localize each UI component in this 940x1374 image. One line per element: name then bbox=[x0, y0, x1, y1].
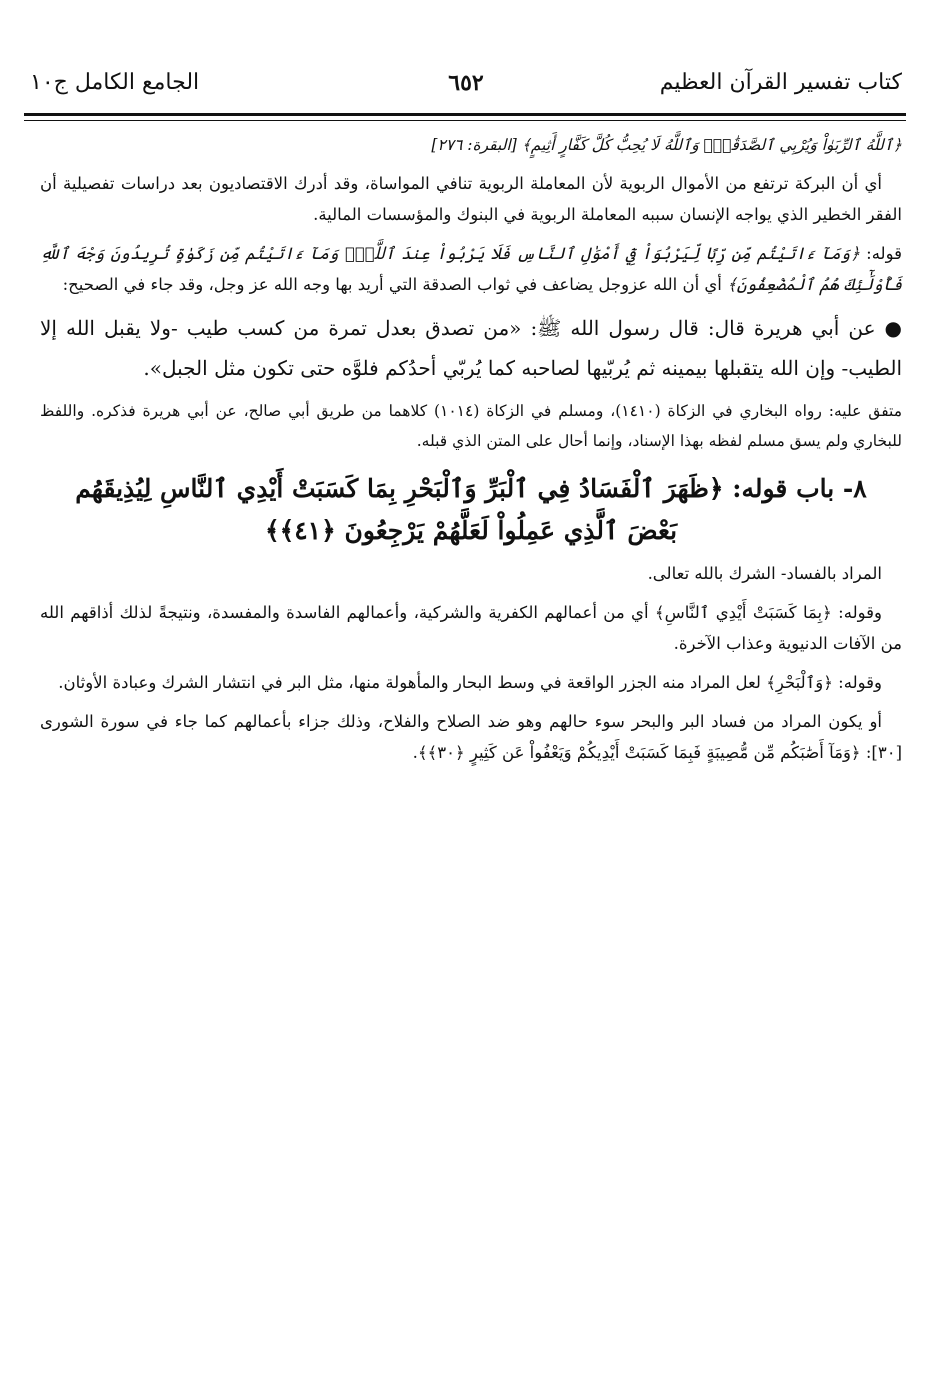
running-header bbox=[30, 70, 902, 110]
paragraph-meaning-of-corruption: المراد بالفساد- الشرك بالله تعالى. bbox=[647, 564, 882, 583]
chapter-heading: ٨- باب قوله: ﴿ظَهَرَ ٱلْفَسَادُ فِي ٱلْبَرِّ وَٱلْبَحْرِ بِمَا كَسَبَتْ أَيْدِي ٱلنَّاسِ لِيُذِيقَهُم بَعْضَ ٱلَّذِي عَمِلُواْ لَعَلَّهُمْ يَرْجِعُونَ ﴿٤١﴾﴾ bbox=[75, 474, 867, 545]
quote-commentary: أي أن الله عزوجل يضاعف في ثواب الصدقة التي أريد بها وجه الله عز وجل، وقد جاء في الصحيح: bbox=[62, 275, 728, 294]
verse-line: ﴿ٱللَّهُ ٱلرِّبَوٰاْ وَيُرْبِي ٱلصَّدَقَٰتِۗ وَٱللَّهُ لَا يُحِبُّ كُلَّ كَفَّارٍ أَثِيمٍ﴾ [البقرة: ٢٧٦] bbox=[431, 136, 902, 154]
paragraph-riba-explanation: أي أن البركة ترتفع من الأموال الربوية لأن المعاملة الربوية تنافي المواساة، وقد أدرك الاقتصاديون بعد دراسات تفصيلية أن الفقر الخطير الذي يواجه الإنسان سببه المعاملة الربوية في البنوك والمؤسسات المالية. bbox=[40, 174, 902, 224]
book-title: كتاب تفسير القرآن العظيم bbox=[659, 70, 902, 95]
paragraph-the-sea: وقوله: ﴿وَٱلْبَحْرِ﴾ لعل المراد منه الجزر الواقعة في وسط البحار والمأهولة منها، مثل البر في انتشار الشرك وعبادة الأوثان. bbox=[58, 673, 882, 692]
paragraph-earned-hands: وقوله: ﴿بِمَا كَسَبَتْ أَيْدِي ٱلنَّاسِ﴾ أي من أعمالهم الكفرية والشركية، وأعمالهم الفاسدة والمفسدة، ونتيجةً لذلك أذاقهم الله من الآفات الدنيوية وعذاب الآخرة. bbox=[40, 603, 902, 653]
page-number: ٦٥٢ bbox=[448, 70, 484, 96]
hadith-text: ● عن أبي هريرة قال: قال رسول الله ﷺ: «من تصدق بعدل تمرة من كسب طيب -ولا يقبل الله إلا الطيب- وإن الله يتقبلها بيمينه ثم يُربّيها لصاحبه كما يُربّي أحدُكم فلوَّه حتى تكون مثل الجبل». bbox=[40, 316, 902, 380]
paragraph-land-and-sea: أو يكون المراد من فساد البر والبحر سوء حالهم وهو ضد الصلاح والفلاح، وذلك جزاء بأعمالهم كما جاء في سورة الشورى [٣٠]: ﴿وَمَآ أَصَٰبَكُم مِّن مُّصِيبَةٍ فَبِمَا كَسَبَتْ أَيْدِيكُمْ وَيَعْفُواْ عَن كَثِيرٍ ﴿٣٠﴾﴾. bbox=[40, 712, 902, 762]
paragraph-quote-verse bbox=[40, 238, 902, 300]
quran-verse: ﴿وَمَآ ءَاتَيْتُم مِّن رِّبًا لِّيَرْبُوَاْ فِيٓ أَمْوَٰلِ ٱلنَّاسِ فَلَا يَرْبُواْ عِندَ ٱللَّهِۖ وَمَآ ءَاتَيْتُم مِّن زَكَوٰةٍ تُرِيدُونَ وَجْهَ ٱللَّهِ فَأُوْلَٰٓئِكَ هُمُ ٱلْمُضْعِفُونَ﴾ bbox=[40, 244, 902, 294]
quote-intro: قوله: bbox=[859, 244, 902, 263]
hadith-takhrij: متفق عليه: رواه البخاري في الزكاة (١٤١٠)، ومسلم في الزكاة (١٠١٤) كلاهما من طريق أبي صالح، عن أبي هريرة فذكره. واللفظ للبخاري ولم يسق مسلم لفظه بهذا الإسناد، وإنما أحال على المتن الذي قبله. bbox=[40, 402, 903, 450]
header-rule-thin bbox=[24, 120, 906, 121]
volume-label: الجامع الكامل ج١٠ bbox=[30, 70, 200, 95]
page-body bbox=[40, 130, 902, 768]
header-rule-thick bbox=[24, 113, 906, 116]
